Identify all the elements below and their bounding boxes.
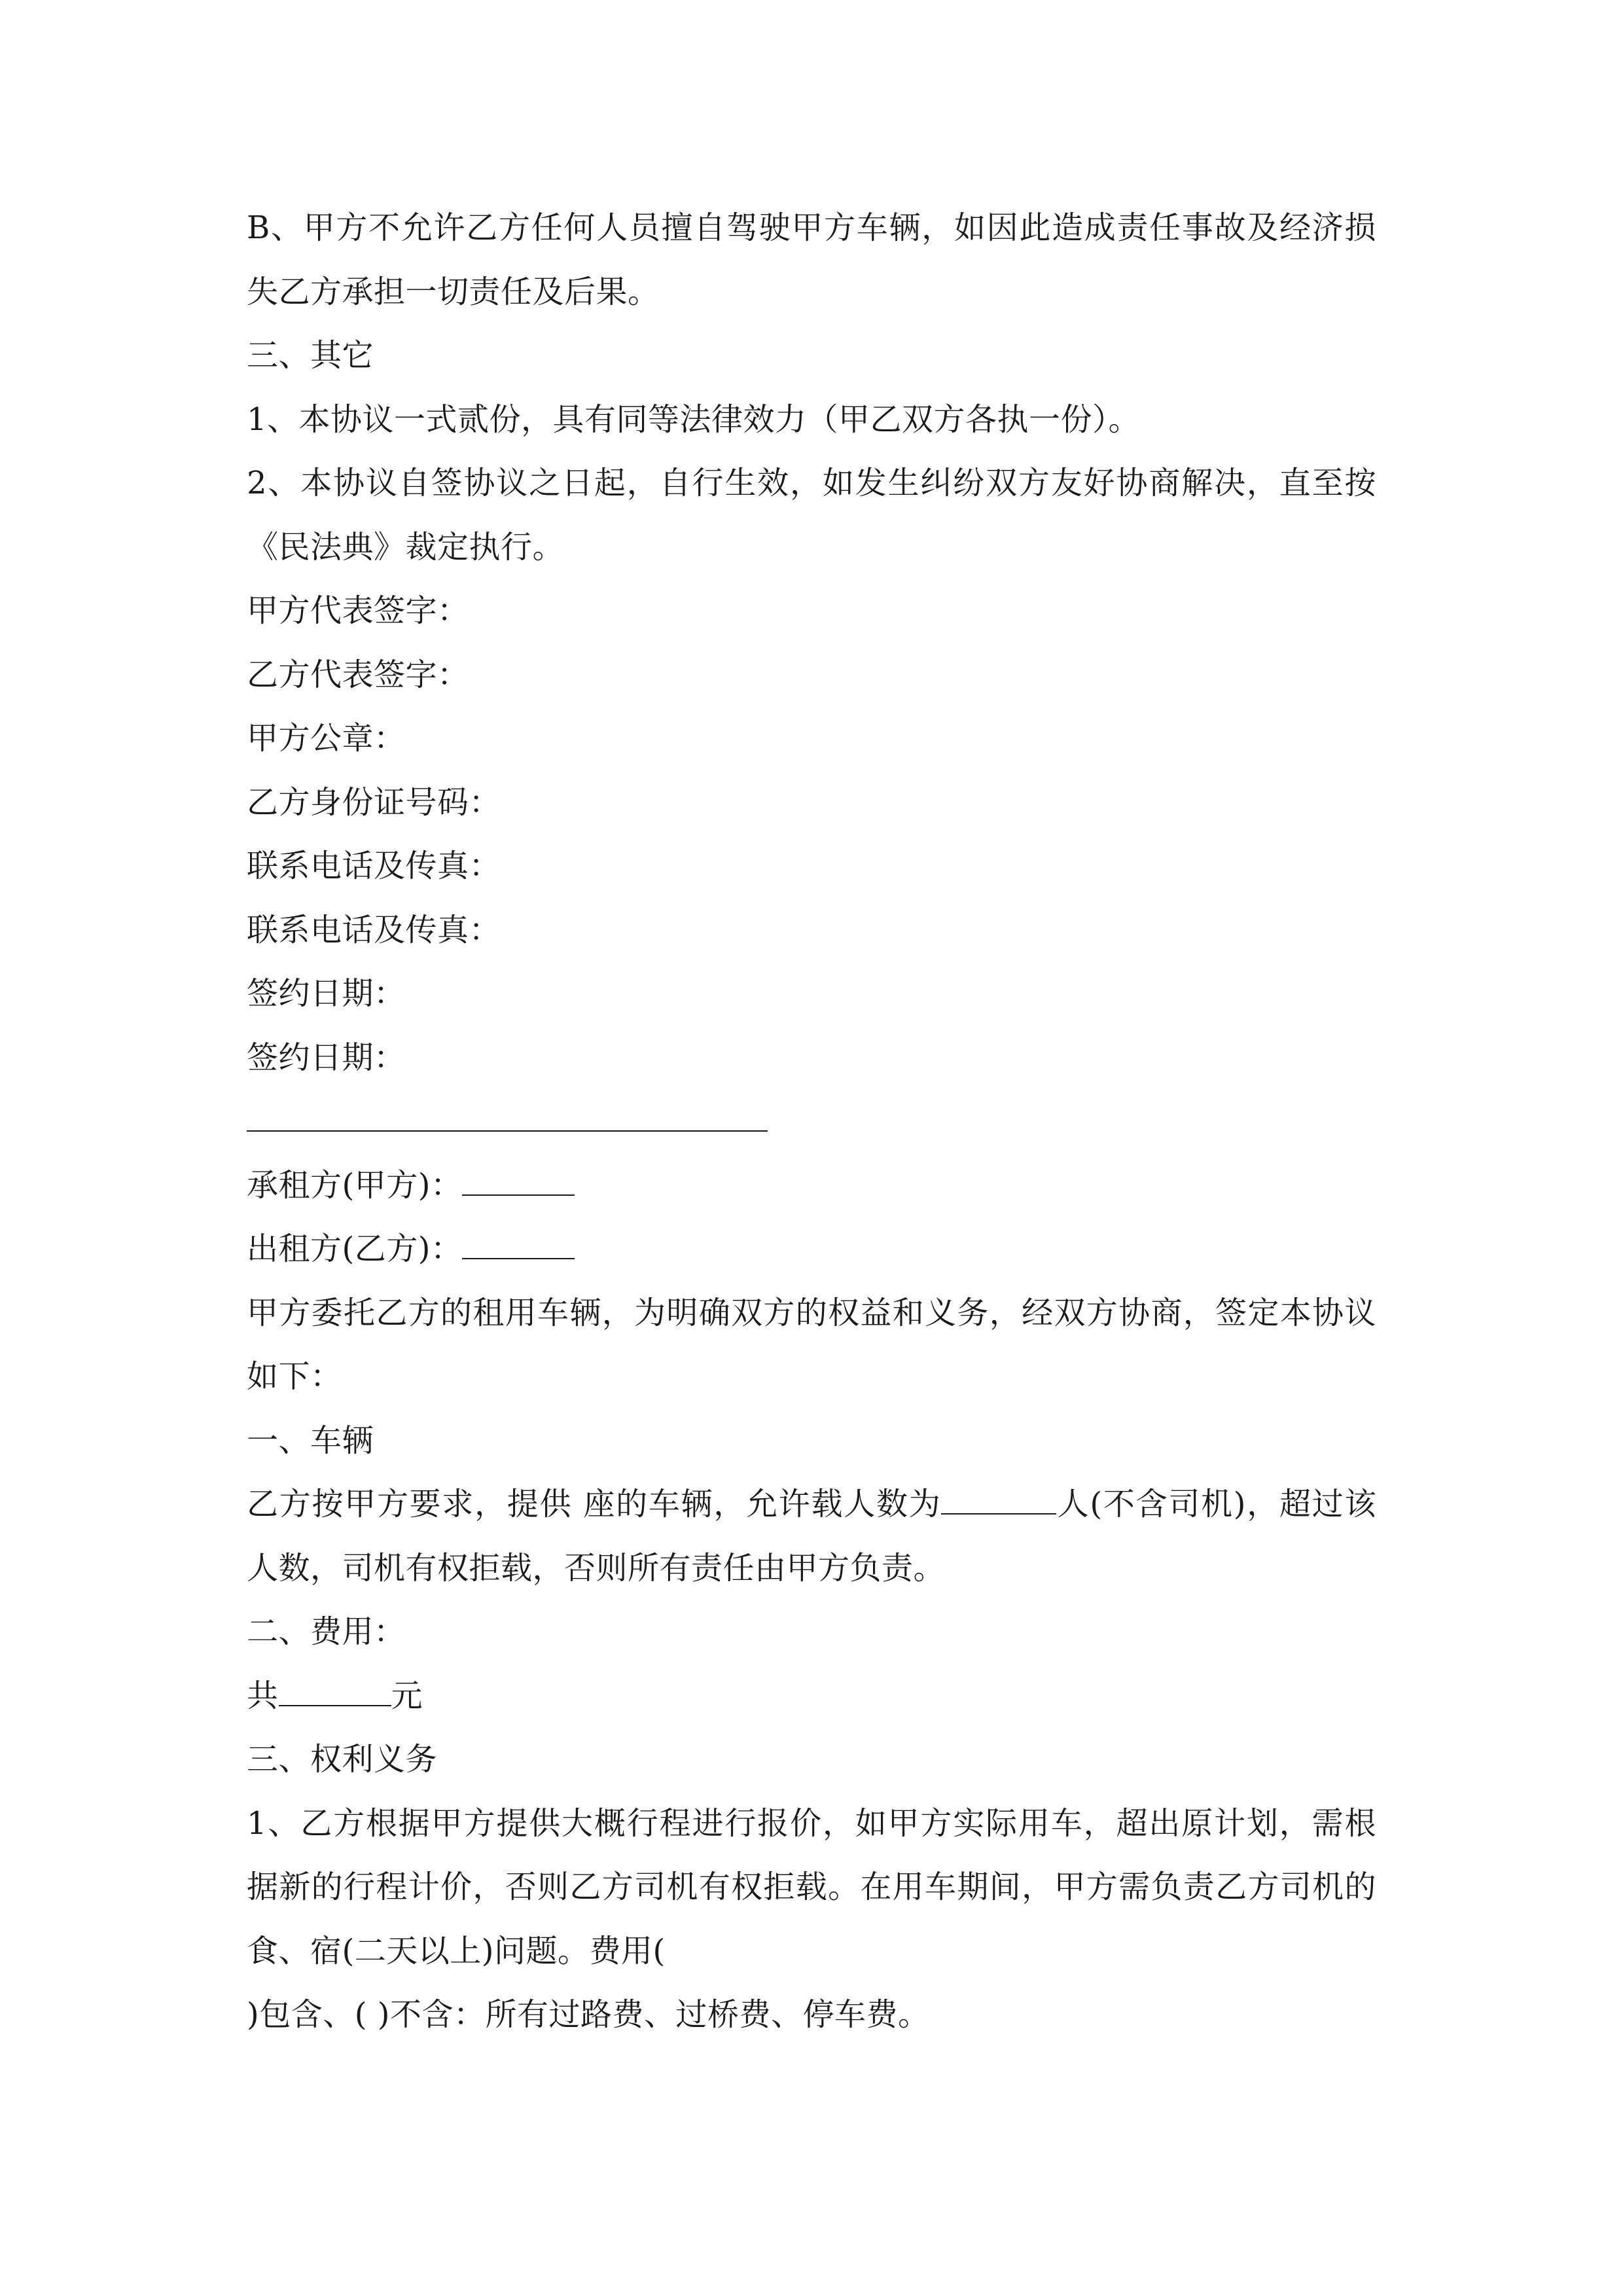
fee-suffix: 元 (391, 1677, 423, 1714)
intro-line-1: 甲方委托乙方的租用车辆，为明确双方的权益和义务，经双方协商，签定本协议 (247, 1294, 1376, 1331)
rights-item-1-line-3: 食、宿(二天以上)问题。费用( (247, 1932, 666, 1969)
vehicle-heading: 一、车辆 (247, 1422, 374, 1459)
lessee-label: 承租方(甲方)： (247, 1166, 463, 1204)
lessee-line (247, 1154, 1376, 1218)
signature-party-b-id-number: 乙方身份证号码： (247, 783, 501, 821)
rights-heading: 三、权利义务 (247, 1741, 438, 1778)
signature-contact-phone-fax-1: 联系电话及传真： (247, 848, 501, 884)
fee-prefix: 共 (247, 1677, 279, 1714)
lessee-blank[interactable] (462, 1168, 575, 1196)
signature-party-a-seal: 甲方公章： (247, 720, 406, 757)
lessor-blank[interactable] (462, 1232, 575, 1259)
signature-date-1: 签约日期： (247, 975, 406, 1012)
passenger-count-blank[interactable] (941, 1487, 1056, 1515)
signature-party-b-representative: 乙方代表签字： (247, 656, 469, 693)
rights-item-1-line-4: )包含、( )不含：所有过路费、过桥费、停车费。 (247, 1996, 930, 2033)
intro-line-2: 如下： (247, 1358, 342, 1395)
fee-amount-blank[interactable] (279, 1679, 391, 1706)
lessor-label: 出租方(乙方)： (247, 1230, 463, 1267)
signature-party-a-representative: 甲方代表签字： (247, 592, 469, 629)
section-b-line-2: 失乙方承担一切责任及后果。 (247, 273, 660, 310)
signature-date-2: 签约日期： (247, 1039, 406, 1076)
lessor-line (247, 1217, 1376, 1282)
rights-item-1-line-2: 据新的行程计价，否则乙方司机有权拒载。在用车期间，甲方需负责乙方司机的 (247, 1869, 1376, 1905)
other-item-2-line-1: 2、本协议自签协议之日起，自行生效，如发生纠纷双方友好协商解决，直至按 (247, 465, 1376, 501)
separator-rule (247, 1130, 768, 1132)
document-body (247, 196, 1376, 2047)
other-item-2-line-2: 《民法典》裁定执行。 (247, 528, 565, 565)
fee-line (247, 1664, 1376, 1729)
signature-contact-phone-fax-2: 联系电话及传真： (247, 911, 501, 948)
rights-item-1-line-1: 1、乙方根据甲方提供大概行程进行报价，如甲方实际用车，超出原计划，需根 (247, 1804, 1376, 1842)
vehicle-text-line-2: 人数，司机有权拒载，否则所有责任由甲方负责。 (247, 1549, 946, 1587)
vehicle-text-part-1: 乙方按甲方要求，提供 座的车辆，允许载人数为 (247, 1486, 942, 1522)
section-separator (247, 1090, 1376, 1154)
fee-heading: 二、费用： (247, 1613, 406, 1650)
vehicle-text-part-2: 人(不含司机)，超过该 (1056, 1486, 1376, 1522)
section-b-line-1: B、甲方不允许乙方任何人员擅自驾驶甲方车辆，如因此造成责任事故及经济损 (247, 209, 1376, 246)
vehicle-text-line-1 (247, 1473, 1376, 1537)
other-heading: 三、其它 (247, 337, 374, 374)
other-item-1: 1、本协议一式贰份，具有同等法律效力（甲乙双方各执一份）。 (247, 401, 1141, 438)
